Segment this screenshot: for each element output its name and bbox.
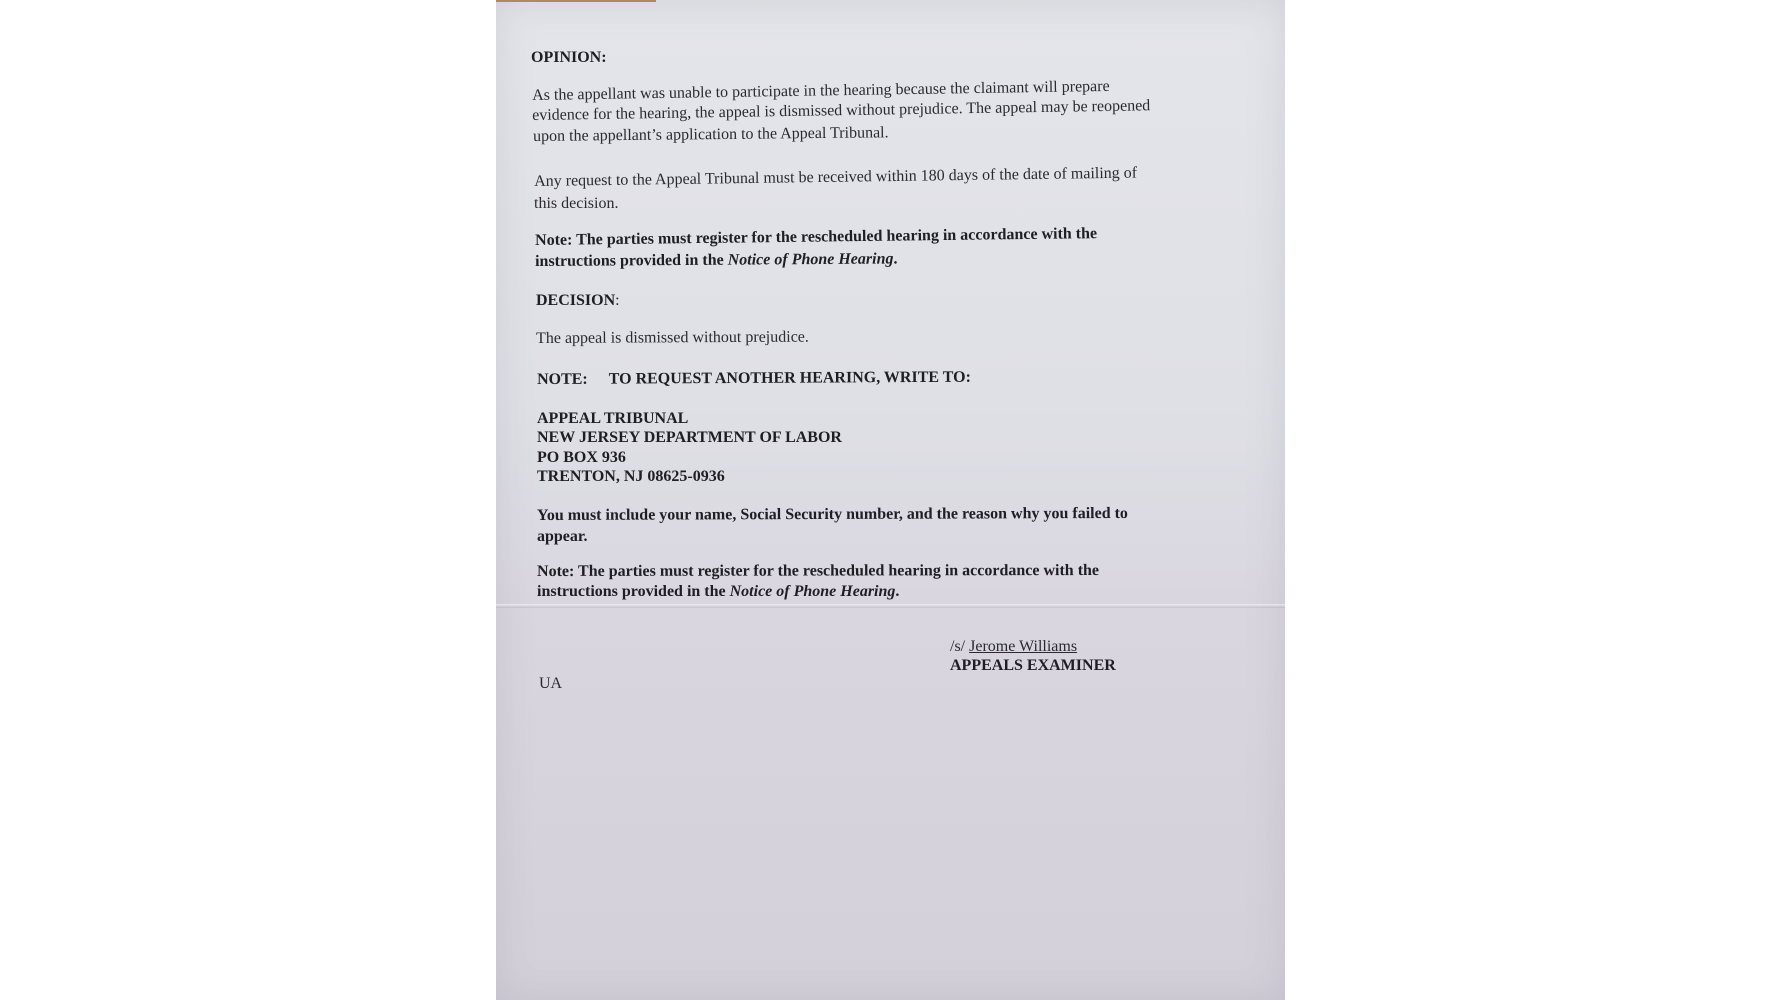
note1-suffix: . [893, 250, 898, 268]
note1-notice-title: Notice of Phone Hearing [727, 250, 894, 269]
decision-heading: DECISION [536, 292, 616, 309]
opinion-line-2: evidence for the hearing, the appeal is dismissed without prejudice. The appeal may be reopened [532, 97, 1151, 124]
footer-code: UA [539, 675, 563, 692]
include-line-2: appear. [537, 528, 588, 545]
note2-prefix: instructions provided in the [537, 583, 730, 600]
note2-suffix: . [895, 583, 900, 600]
note1-line-1: Note: The parties must register for the rescheduled hearing in accordance with the [535, 225, 1098, 249]
note1-line-2 [535, 249, 898, 272]
note2-line-1: Note: The parties must register for the rescheduled hearing in accordance with the [537, 562, 1100, 580]
request-note-line [537, 368, 971, 390]
signature-title: APPEALS EXAMINER [950, 657, 1116, 674]
include-line-1: You must include your name, Social Security number, and the reason why you failed to [537, 504, 1128, 524]
opinion-line-1: As the appellant was unable to participate in the hearing because the claimant will prepare [532, 77, 1110, 104]
address-line-3: PO BOX 936 [537, 449, 626, 466]
note1-prefix: instructions provided in the [535, 251, 728, 270]
request-line-2: this decision. [534, 195, 619, 212]
signature-prefix: /s/ [950, 638, 970, 655]
opinion-heading: OPINION: [531, 49, 607, 66]
signature-line [950, 637, 1077, 657]
paper-fold [496, 604, 1285, 608]
signature-name: Jerome Williams [969, 638, 1078, 655]
opinion-line-3: upon the appellant’s application to the Appeal Tribunal. [533, 124, 889, 145]
decision-colon: : [615, 292, 620, 309]
address-line-1: APPEAL TRIBUNAL [537, 410, 689, 427]
note2-notice-title: Notice of Phone Hearing [729, 583, 896, 600]
request-line-1: Any request to the Appeal Tribunal must be received within 180 days of the date of mailing of [534, 164, 1138, 190]
decision-text: The appeal is dismissed without prejudice. [536, 328, 809, 347]
paper-edge [496, 0, 656, 2]
decision-heading-line [536, 291, 620, 311]
note2-line-2 [537, 582, 899, 602]
document-page [496, 0, 1285, 1000]
address-line-2: NEW JERSEY DEPARTMENT OF LABOR [537, 429, 842, 446]
request-note-text: TO REQUEST ANOTHER HEARING, WRITE TO: [608, 368, 971, 388]
request-note-label: NOTE: [537, 370, 588, 388]
address-line-4: TRENTON, NJ 08625-0936 [537, 468, 725, 485]
